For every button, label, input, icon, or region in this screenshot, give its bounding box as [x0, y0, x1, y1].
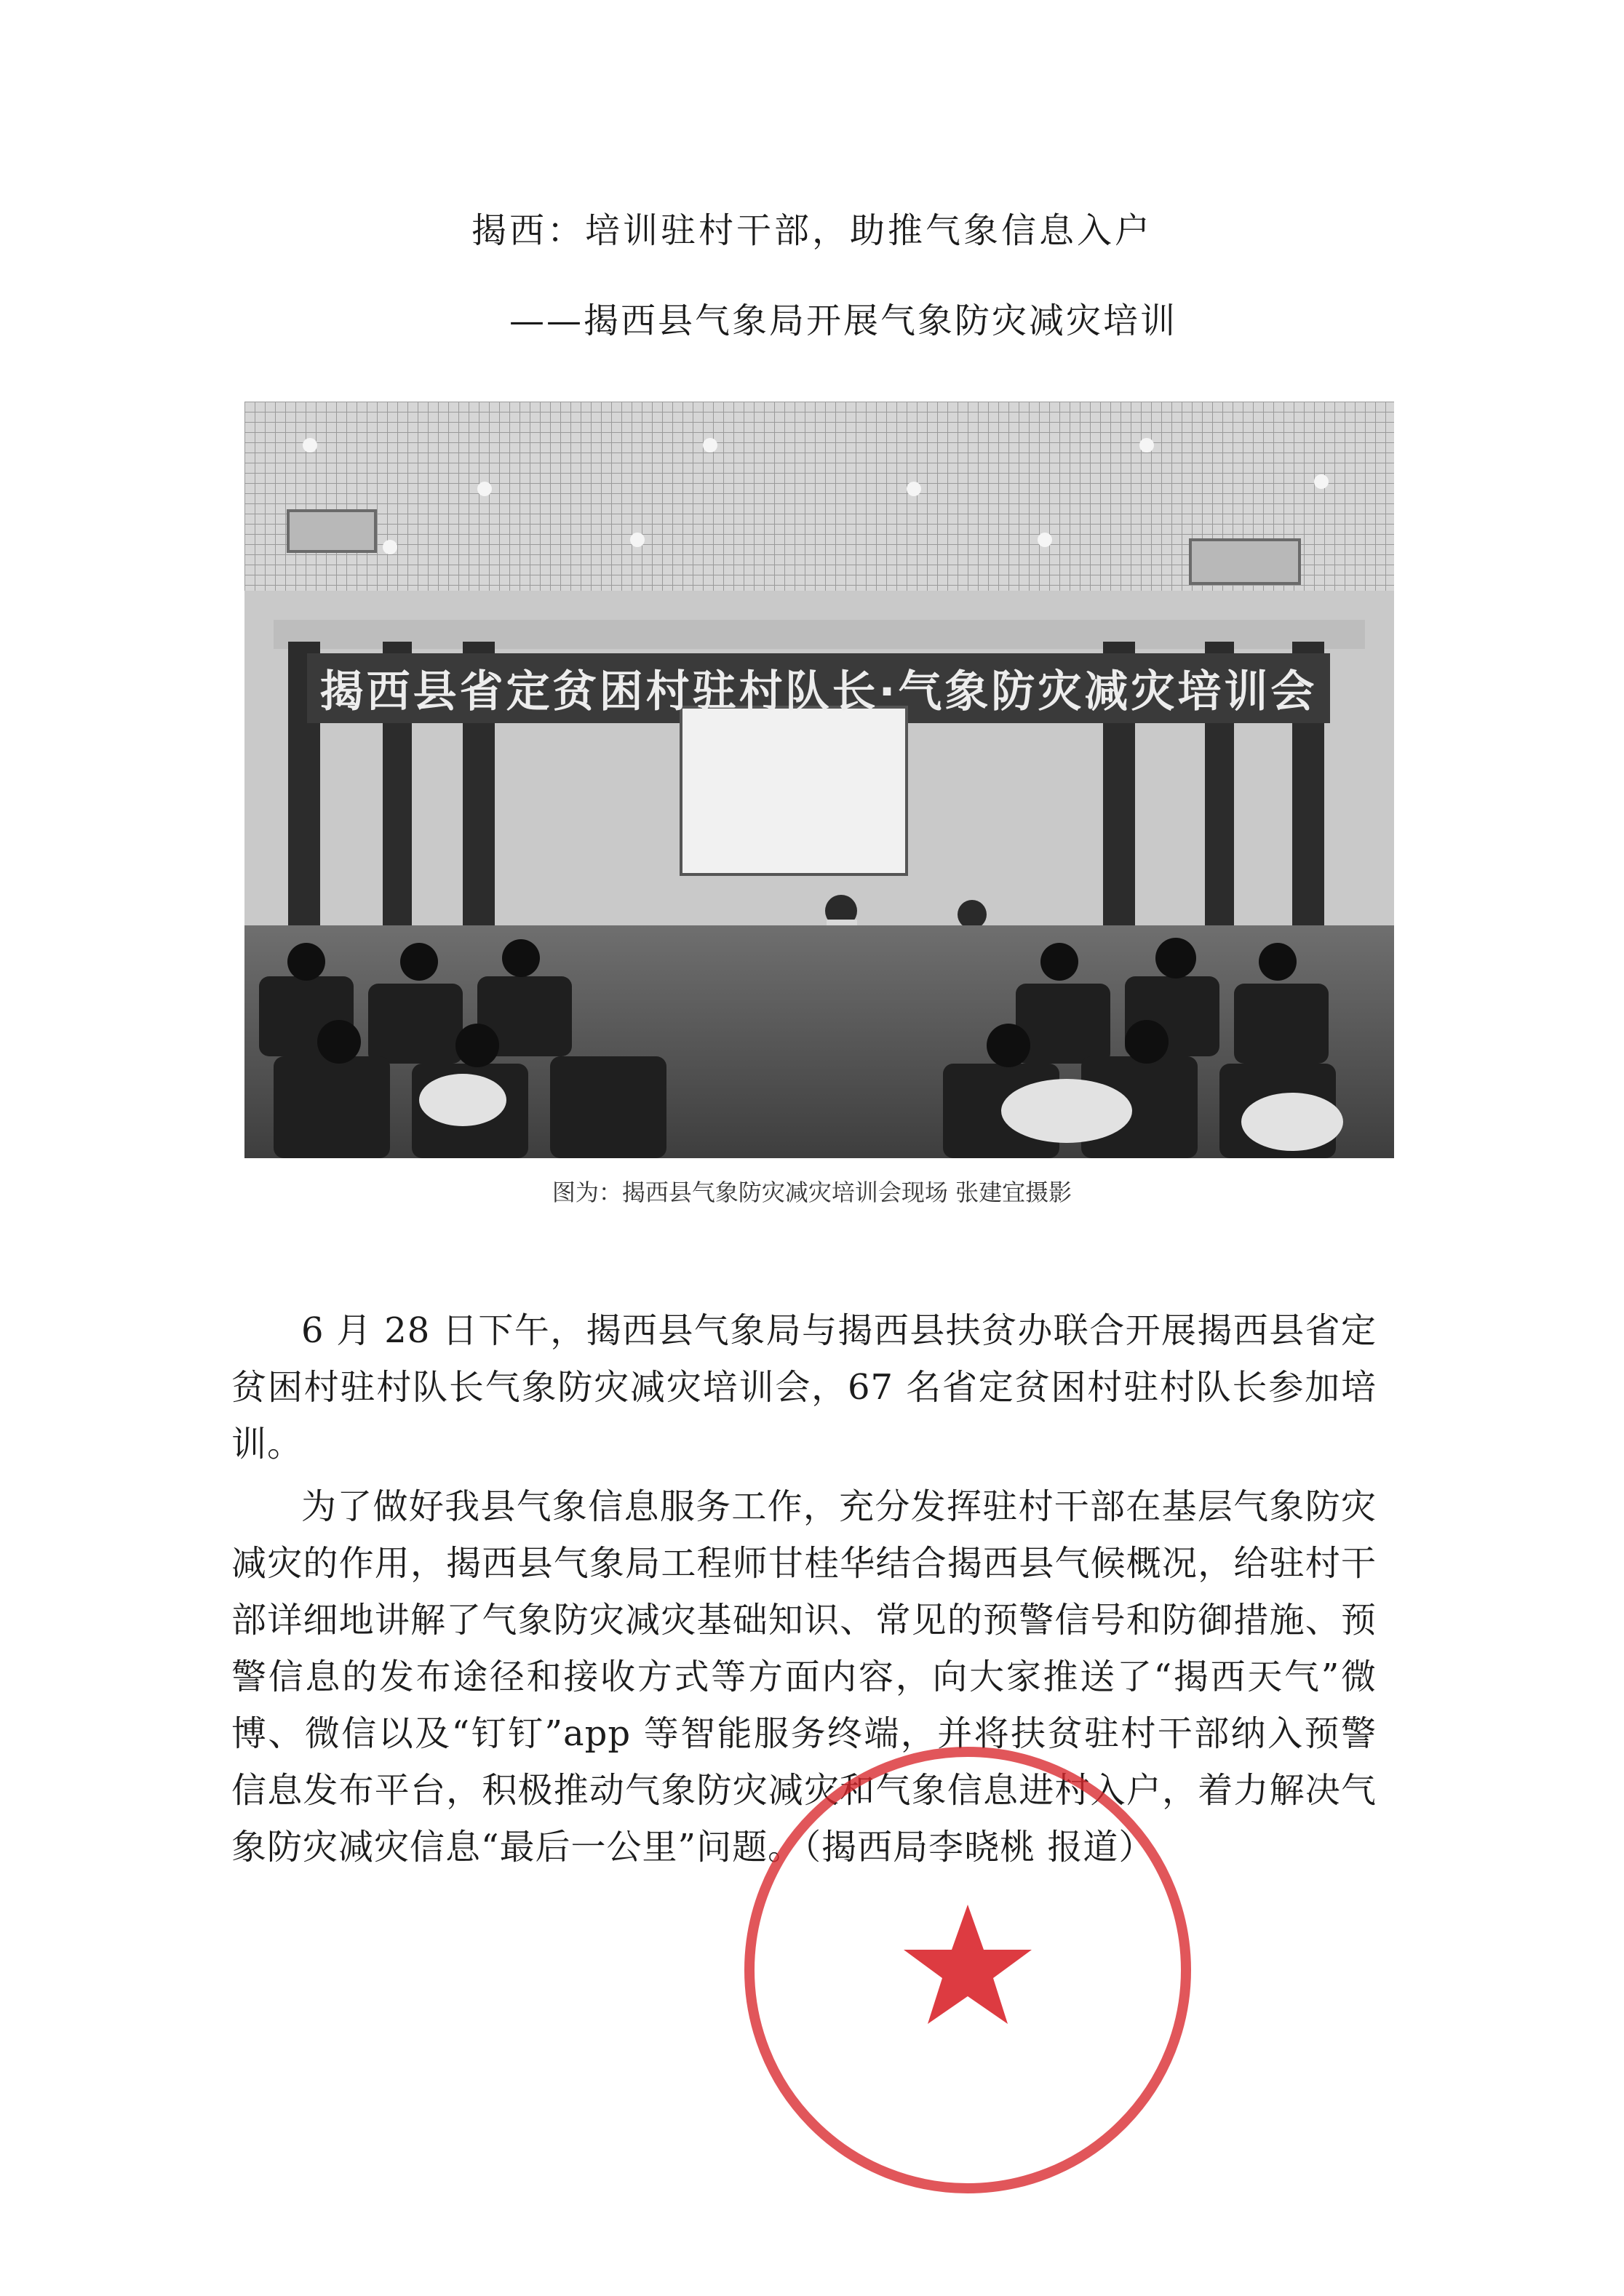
article-subtitle: ——揭西县气象局开展气象防灾减灾培训 [509, 300, 1178, 341]
article-title: 揭西：培训驻村干部，助推气象信息入户 [471, 210, 1153, 251]
article-body [231, 1302, 1377, 1881]
photo-caption: 图为：揭西县气象防灾减灾培训会现场 张建宜摄影 [552, 1179, 1072, 1206]
paragraph-2: 为了做好我县气象信息服务工作，充分发挥驻村干部在基层气象防灾减灾的作用，揭西县气象局工程师甘桂华结合揭西县气候概况，给驻村干部详细地讲解了气象防灾减灾基础知识、常见的预警信号和防御措施、预警信息的发布途径和接收方式等方面内容，向大家推送了“揭西天气”微博、微信以及“钉钉”app 等智能服务终端，并将扶贫驻村干部纳入预警信息发布平台，积极推动气象防灾减灾和气象信息进村入户，着力解决气象防灾减灾信息“最后一公里”问题。（揭西局李晓桃 报道） [231, 1486, 1377, 1868]
meeting-photo-illustration [244, 402, 1394, 1158]
meeting-photo [244, 402, 1394, 1158]
star-icon [904, 1905, 1032, 2024]
paragraph-1: 6 月 28 日下午，揭西县气象局与揭西县扶贫办联合开展揭西县省定贫困村驻村队长气象防灾减灾培训会，67 名省定贫困村驻村队长参加培训。 [231, 1310, 1377, 1464]
photo-banner-text: 揭西县省定贫困村驻村队长·气象防灾减灾培训会 [319, 666, 1318, 717]
